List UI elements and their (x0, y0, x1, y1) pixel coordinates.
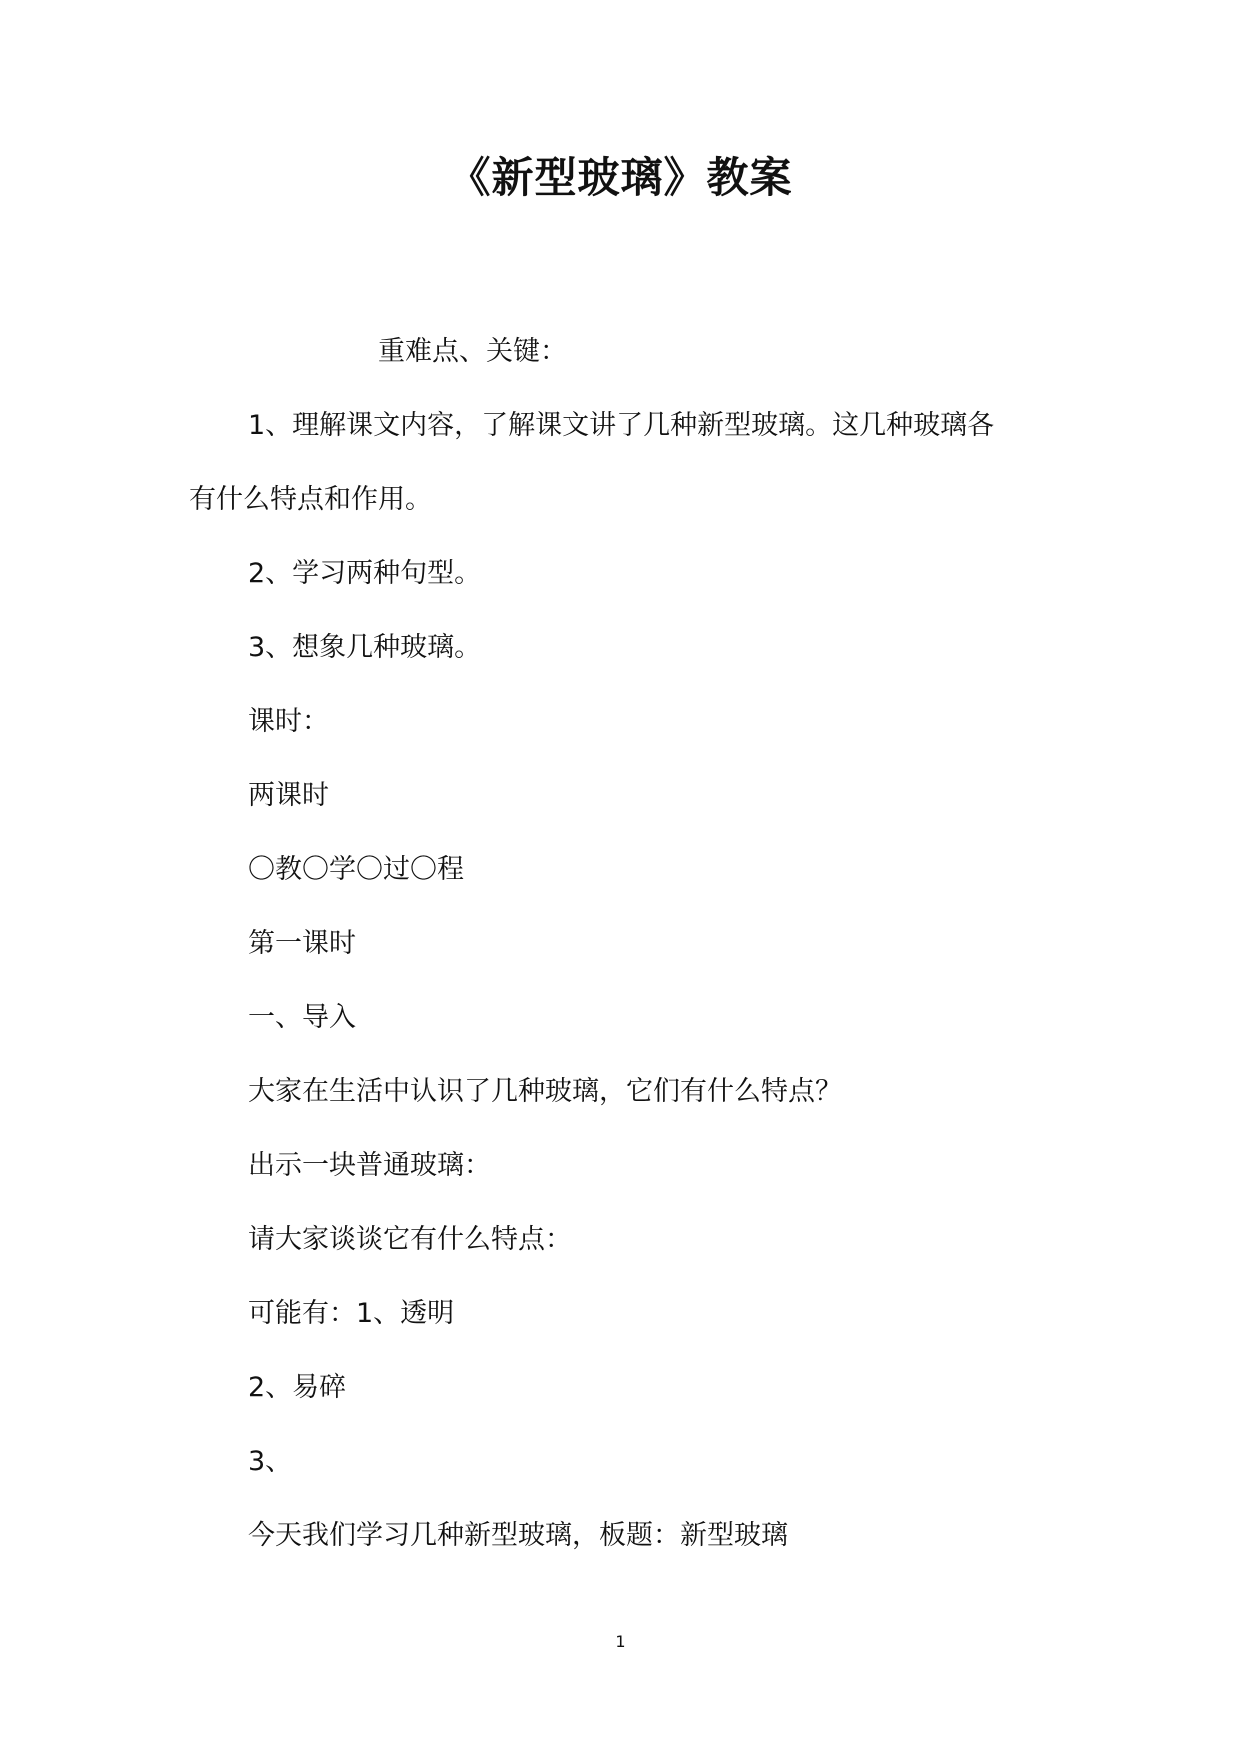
paragraph-line: 请大家谈谈它有什么特点： (248, 1224, 572, 1255)
paragraph-line: 可能有：1、透明 (248, 1298, 455, 1329)
paragraph-line: 1、理解课文内容，了解课文讲了几种新型玻璃。这几种玻璃各 (248, 410, 995, 441)
paragraph-line: 〇教〇学〇过〇程 (248, 854, 464, 885)
paragraph-line: 有什么特点和作用。 (189, 484, 432, 515)
paragraph-line: 两课时 (248, 780, 329, 811)
paragraph-line: 大家在生活中认识了几种玻璃，它们有什么特点？ (248, 1076, 842, 1107)
paragraph-line: 3、想象几种玻璃。 (248, 632, 482, 663)
document-title: 《新型玻璃》教案 (448, 153, 793, 202)
paragraph-line: 3、 (248, 1446, 293, 1477)
paragraph-line: 出示一块普通玻璃： (248, 1150, 491, 1181)
paragraph-line: 2、学习两种句型。 (248, 558, 482, 589)
paragraph-line: 课时： (248, 706, 329, 737)
paragraph-line: 重难点、关键： (378, 336, 567, 367)
paragraph-line: 今天我们学习几种新型玻璃，板题：新型玻璃 (248, 1520, 788, 1551)
paragraph-line: 第一课时 (248, 928, 356, 959)
paragraph-line: 一、导入 (248, 1002, 356, 1033)
paragraph-line: 2、易碎 (248, 1372, 347, 1403)
page-number: 1 (615, 1632, 626, 1651)
